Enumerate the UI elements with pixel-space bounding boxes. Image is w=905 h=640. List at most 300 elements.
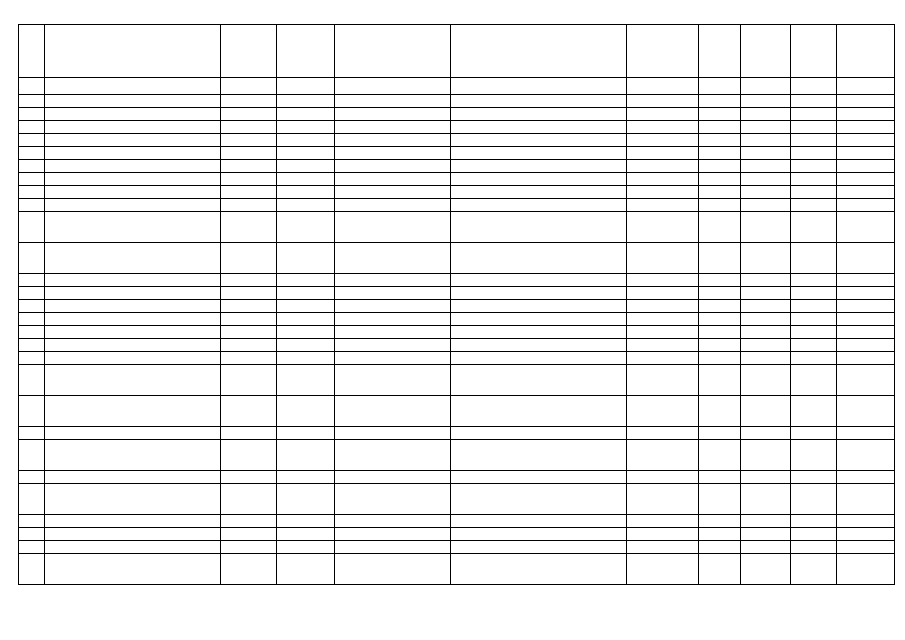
table-cell	[791, 95, 837, 108]
table-cell	[221, 287, 277, 300]
table-cell	[221, 173, 277, 186]
table-cell	[19, 365, 45, 396]
table-cell	[277, 134, 335, 147]
table-cell	[627, 326, 699, 339]
table-cell	[699, 212, 741, 243]
table-cell	[699, 541, 741, 554]
table-cell	[277, 365, 335, 396]
table-cell	[277, 287, 335, 300]
table-row	[19, 300, 895, 313]
table-cell	[19, 173, 45, 186]
table-cell	[19, 243, 45, 274]
table-cell	[45, 212, 221, 243]
table-cell	[837, 440, 895, 471]
table-cell	[627, 212, 699, 243]
table-cell	[19, 484, 45, 515]
table-cell	[19, 427, 45, 440]
table-cell	[699, 274, 741, 287]
table-cell	[837, 528, 895, 541]
table-cell	[335, 396, 451, 427]
header-cell	[699, 25, 741, 78]
table-cell	[277, 78, 335, 95]
table-cell	[221, 186, 277, 199]
table-cell	[741, 147, 791, 160]
table-cell	[19, 396, 45, 427]
table-cell	[19, 95, 45, 108]
table-cell	[451, 396, 627, 427]
table-cell	[335, 471, 451, 484]
header-cell	[741, 25, 791, 78]
table-cell	[19, 352, 45, 365]
table-cell	[335, 541, 451, 554]
table-cell	[277, 121, 335, 134]
table-cell	[699, 396, 741, 427]
table-cell	[45, 243, 221, 274]
table-row	[19, 554, 895, 585]
table-cell	[627, 243, 699, 274]
table-cell	[335, 326, 451, 339]
table-cell	[741, 326, 791, 339]
table-cell	[277, 541, 335, 554]
table-cell	[741, 121, 791, 134]
table-cell	[221, 365, 277, 396]
table-cell	[45, 199, 221, 212]
table-cell	[335, 243, 451, 274]
table-cell	[335, 134, 451, 147]
table-cell	[451, 78, 627, 95]
table-cell	[699, 147, 741, 160]
table-cell	[277, 212, 335, 243]
table-cell	[699, 313, 741, 326]
table-cell	[277, 199, 335, 212]
table-row	[19, 528, 895, 541]
table-cell	[451, 313, 627, 326]
table-cell	[627, 339, 699, 352]
table-cell	[741, 78, 791, 95]
table-cell	[221, 121, 277, 134]
table-cell	[791, 108, 837, 121]
table-cell	[627, 274, 699, 287]
table-cell	[45, 339, 221, 352]
table-cell	[837, 396, 895, 427]
table-cell	[627, 554, 699, 585]
table-cell	[277, 243, 335, 274]
table-cell	[335, 515, 451, 528]
table-cell	[335, 95, 451, 108]
table-cell	[277, 528, 335, 541]
table-row	[19, 274, 895, 287]
table-row	[19, 121, 895, 134]
table-cell	[741, 300, 791, 313]
table-row	[19, 147, 895, 160]
table-cell	[791, 199, 837, 212]
header-cell	[45, 25, 221, 78]
table-cell	[277, 440, 335, 471]
table-cell	[277, 186, 335, 199]
table-cell	[791, 300, 837, 313]
table-cell	[791, 554, 837, 585]
table-cell	[741, 243, 791, 274]
table-cell	[741, 287, 791, 300]
table-cell	[741, 199, 791, 212]
table-cell	[221, 339, 277, 352]
table-cell	[837, 274, 895, 287]
table-cell	[19, 541, 45, 554]
table-cell	[741, 186, 791, 199]
table-cell	[19, 440, 45, 471]
table-cell	[627, 427, 699, 440]
table-cell	[277, 352, 335, 365]
table-cell	[627, 95, 699, 108]
table-cell	[699, 243, 741, 274]
table-cell	[837, 147, 895, 160]
table-cell	[451, 160, 627, 173]
table-cell	[277, 108, 335, 121]
table-cell	[335, 287, 451, 300]
table-row	[19, 186, 895, 199]
table-cell	[335, 365, 451, 396]
table-cell	[627, 173, 699, 186]
table-cell	[451, 186, 627, 199]
table-cell	[221, 78, 277, 95]
table-cell	[837, 134, 895, 147]
table-cell	[45, 95, 221, 108]
table-cell	[837, 199, 895, 212]
table-cell	[335, 199, 451, 212]
table-cell	[335, 313, 451, 326]
table-cell	[277, 554, 335, 585]
table-cell	[277, 515, 335, 528]
table-cell	[791, 313, 837, 326]
table-cell	[741, 339, 791, 352]
table-cell	[741, 352, 791, 365]
table-cell	[837, 326, 895, 339]
table-cell	[45, 440, 221, 471]
table-cell	[791, 352, 837, 365]
table-cell	[837, 173, 895, 186]
table-cell	[837, 339, 895, 352]
table-cell	[627, 160, 699, 173]
table-cell	[45, 160, 221, 173]
table-row	[19, 515, 895, 528]
table-cell	[627, 313, 699, 326]
table-cell	[837, 313, 895, 326]
table-cell	[277, 274, 335, 287]
table-cell	[699, 95, 741, 108]
header-cell	[19, 25, 45, 78]
table-cell	[45, 326, 221, 339]
table-cell	[741, 440, 791, 471]
table-cell	[837, 554, 895, 585]
header-cell	[451, 25, 627, 78]
table-cell	[221, 108, 277, 121]
table-cell	[791, 365, 837, 396]
table-cell	[627, 440, 699, 471]
table-cell	[451, 352, 627, 365]
table-cell	[451, 108, 627, 121]
table-cell	[221, 147, 277, 160]
table-cell	[741, 134, 791, 147]
table-cell	[837, 541, 895, 554]
table-cell	[221, 352, 277, 365]
table-cell	[277, 173, 335, 186]
table-cell	[45, 427, 221, 440]
table-cell	[45, 352, 221, 365]
table-cell	[451, 515, 627, 528]
table-cell	[221, 300, 277, 313]
table-cell	[741, 515, 791, 528]
table-cell	[19, 300, 45, 313]
table-row	[19, 326, 895, 339]
table-cell	[45, 313, 221, 326]
table-cell	[791, 515, 837, 528]
table-cell	[335, 554, 451, 585]
table-cell	[221, 471, 277, 484]
table-cell	[699, 352, 741, 365]
table-cell	[45, 300, 221, 313]
table-cell	[335, 352, 451, 365]
table-cell	[627, 352, 699, 365]
table-cell	[335, 212, 451, 243]
table-cell	[45, 471, 221, 484]
table-cell	[627, 528, 699, 541]
table-cell	[45, 287, 221, 300]
table-cell	[451, 440, 627, 471]
table-cell	[335, 300, 451, 313]
table-row	[19, 287, 895, 300]
table-cell	[791, 396, 837, 427]
table-cell	[335, 121, 451, 134]
table-cell	[45, 78, 221, 95]
table-cell	[627, 199, 699, 212]
table-cell	[451, 471, 627, 484]
table-cell	[699, 287, 741, 300]
table-cell	[627, 186, 699, 199]
table-cell	[791, 528, 837, 541]
table-cell	[451, 339, 627, 352]
table-cell	[837, 427, 895, 440]
table-cell	[791, 147, 837, 160]
table-cell	[277, 427, 335, 440]
table-cell	[741, 173, 791, 186]
table-cell	[741, 108, 791, 121]
table-cell	[699, 186, 741, 199]
table-cell	[19, 108, 45, 121]
table-cell	[45, 365, 221, 396]
table-cell	[837, 186, 895, 199]
table-cell	[221, 396, 277, 427]
table-cell	[741, 471, 791, 484]
table-cell	[277, 313, 335, 326]
table-cell	[451, 554, 627, 585]
table-cell	[837, 212, 895, 243]
table-cell	[335, 173, 451, 186]
table-cell	[221, 440, 277, 471]
table-cell	[699, 326, 741, 339]
table-cell	[19, 554, 45, 585]
table-cell	[451, 484, 627, 515]
data-table	[18, 24, 895, 585]
table-cell	[791, 440, 837, 471]
table-row	[19, 173, 895, 186]
table-cell	[837, 471, 895, 484]
table-cell	[627, 365, 699, 396]
table-cell	[45, 396, 221, 427]
table-cell	[699, 515, 741, 528]
table-cell	[277, 95, 335, 108]
table-cell	[45, 554, 221, 585]
table-cell	[335, 160, 451, 173]
table-cell	[627, 78, 699, 95]
table-cell	[627, 147, 699, 160]
table-cell	[19, 326, 45, 339]
table-cell	[791, 243, 837, 274]
table-cell	[791, 274, 837, 287]
table-cell	[45, 484, 221, 515]
table-cell	[277, 147, 335, 160]
table-row	[19, 396, 895, 427]
table-cell	[19, 287, 45, 300]
table-cell	[19, 134, 45, 147]
table-cell	[699, 121, 741, 134]
table-cell	[45, 186, 221, 199]
table-cell	[221, 515, 277, 528]
table-cell	[45, 121, 221, 134]
table-cell	[699, 160, 741, 173]
table-cell	[451, 199, 627, 212]
table-cell	[699, 554, 741, 585]
table-cell	[19, 199, 45, 212]
table-cell	[19, 274, 45, 287]
table-cell	[19, 78, 45, 95]
table-cell	[451, 173, 627, 186]
table-cell	[45, 274, 221, 287]
table-cell	[741, 427, 791, 440]
table-cell	[627, 300, 699, 313]
header-row	[19, 25, 895, 78]
table-cell	[335, 528, 451, 541]
table-row	[19, 243, 895, 274]
table-cell	[741, 365, 791, 396]
table-row	[19, 313, 895, 326]
table-cell	[221, 484, 277, 515]
table-cell	[699, 78, 741, 95]
table-cell	[791, 160, 837, 173]
table-cell	[837, 121, 895, 134]
table-cell	[19, 160, 45, 173]
document-sheet	[18, 24, 888, 585]
table-cell	[45, 541, 221, 554]
header-cell	[335, 25, 451, 78]
table-row	[19, 134, 895, 147]
header-cell	[277, 25, 335, 78]
table-cell	[741, 313, 791, 326]
table-cell	[45, 528, 221, 541]
table-cell	[791, 212, 837, 243]
table-cell	[277, 300, 335, 313]
table-cell	[837, 352, 895, 365]
table-cell	[451, 212, 627, 243]
table-cell	[627, 515, 699, 528]
table-cell	[741, 528, 791, 541]
table-cell	[451, 528, 627, 541]
table-cell	[699, 300, 741, 313]
table-cell	[741, 160, 791, 173]
table-cell	[791, 339, 837, 352]
table-cell	[221, 541, 277, 554]
table-cell	[791, 541, 837, 554]
table-row	[19, 212, 895, 243]
table-cell	[791, 121, 837, 134]
table-cell	[221, 199, 277, 212]
table-cell	[699, 134, 741, 147]
table-cell	[335, 78, 451, 95]
table-cell	[741, 274, 791, 287]
table-cell	[837, 515, 895, 528]
table-row	[19, 365, 895, 396]
table-cell	[837, 484, 895, 515]
table-cell	[335, 147, 451, 160]
table-cell	[627, 287, 699, 300]
table-cell	[627, 396, 699, 427]
table-cell	[451, 274, 627, 287]
table-cell	[699, 199, 741, 212]
table-cell	[451, 541, 627, 554]
table-cell	[837, 243, 895, 274]
table-cell	[451, 134, 627, 147]
table-cell	[19, 313, 45, 326]
table-cell	[19, 212, 45, 243]
table-cell	[627, 134, 699, 147]
table-cell	[19, 121, 45, 134]
table-cell	[791, 134, 837, 147]
table-cell	[741, 554, 791, 585]
table-row	[19, 339, 895, 352]
table-cell	[627, 108, 699, 121]
table-cell	[221, 528, 277, 541]
table-cell	[45, 134, 221, 147]
table-row	[19, 199, 895, 212]
table-row	[19, 484, 895, 515]
table-cell	[699, 440, 741, 471]
table-cell	[221, 243, 277, 274]
table-cell	[335, 484, 451, 515]
table-cell	[451, 95, 627, 108]
header-cell	[221, 25, 277, 78]
table-cell	[221, 274, 277, 287]
table-cell	[451, 147, 627, 160]
table-cell	[837, 95, 895, 108]
table-cell	[791, 484, 837, 515]
table-cell	[45, 108, 221, 121]
table-cell	[277, 326, 335, 339]
table-cell	[627, 471, 699, 484]
table-cell	[19, 515, 45, 528]
table-cell	[221, 134, 277, 147]
table-cell	[627, 484, 699, 515]
table-cell	[837, 160, 895, 173]
table-cell	[837, 300, 895, 313]
table-cell	[699, 108, 741, 121]
table-row	[19, 108, 895, 121]
table-cell	[699, 427, 741, 440]
header-cell	[791, 25, 837, 78]
table-cell	[451, 300, 627, 313]
table-row	[19, 427, 895, 440]
table-cell	[221, 427, 277, 440]
table-cell	[277, 396, 335, 427]
table-cell	[627, 541, 699, 554]
